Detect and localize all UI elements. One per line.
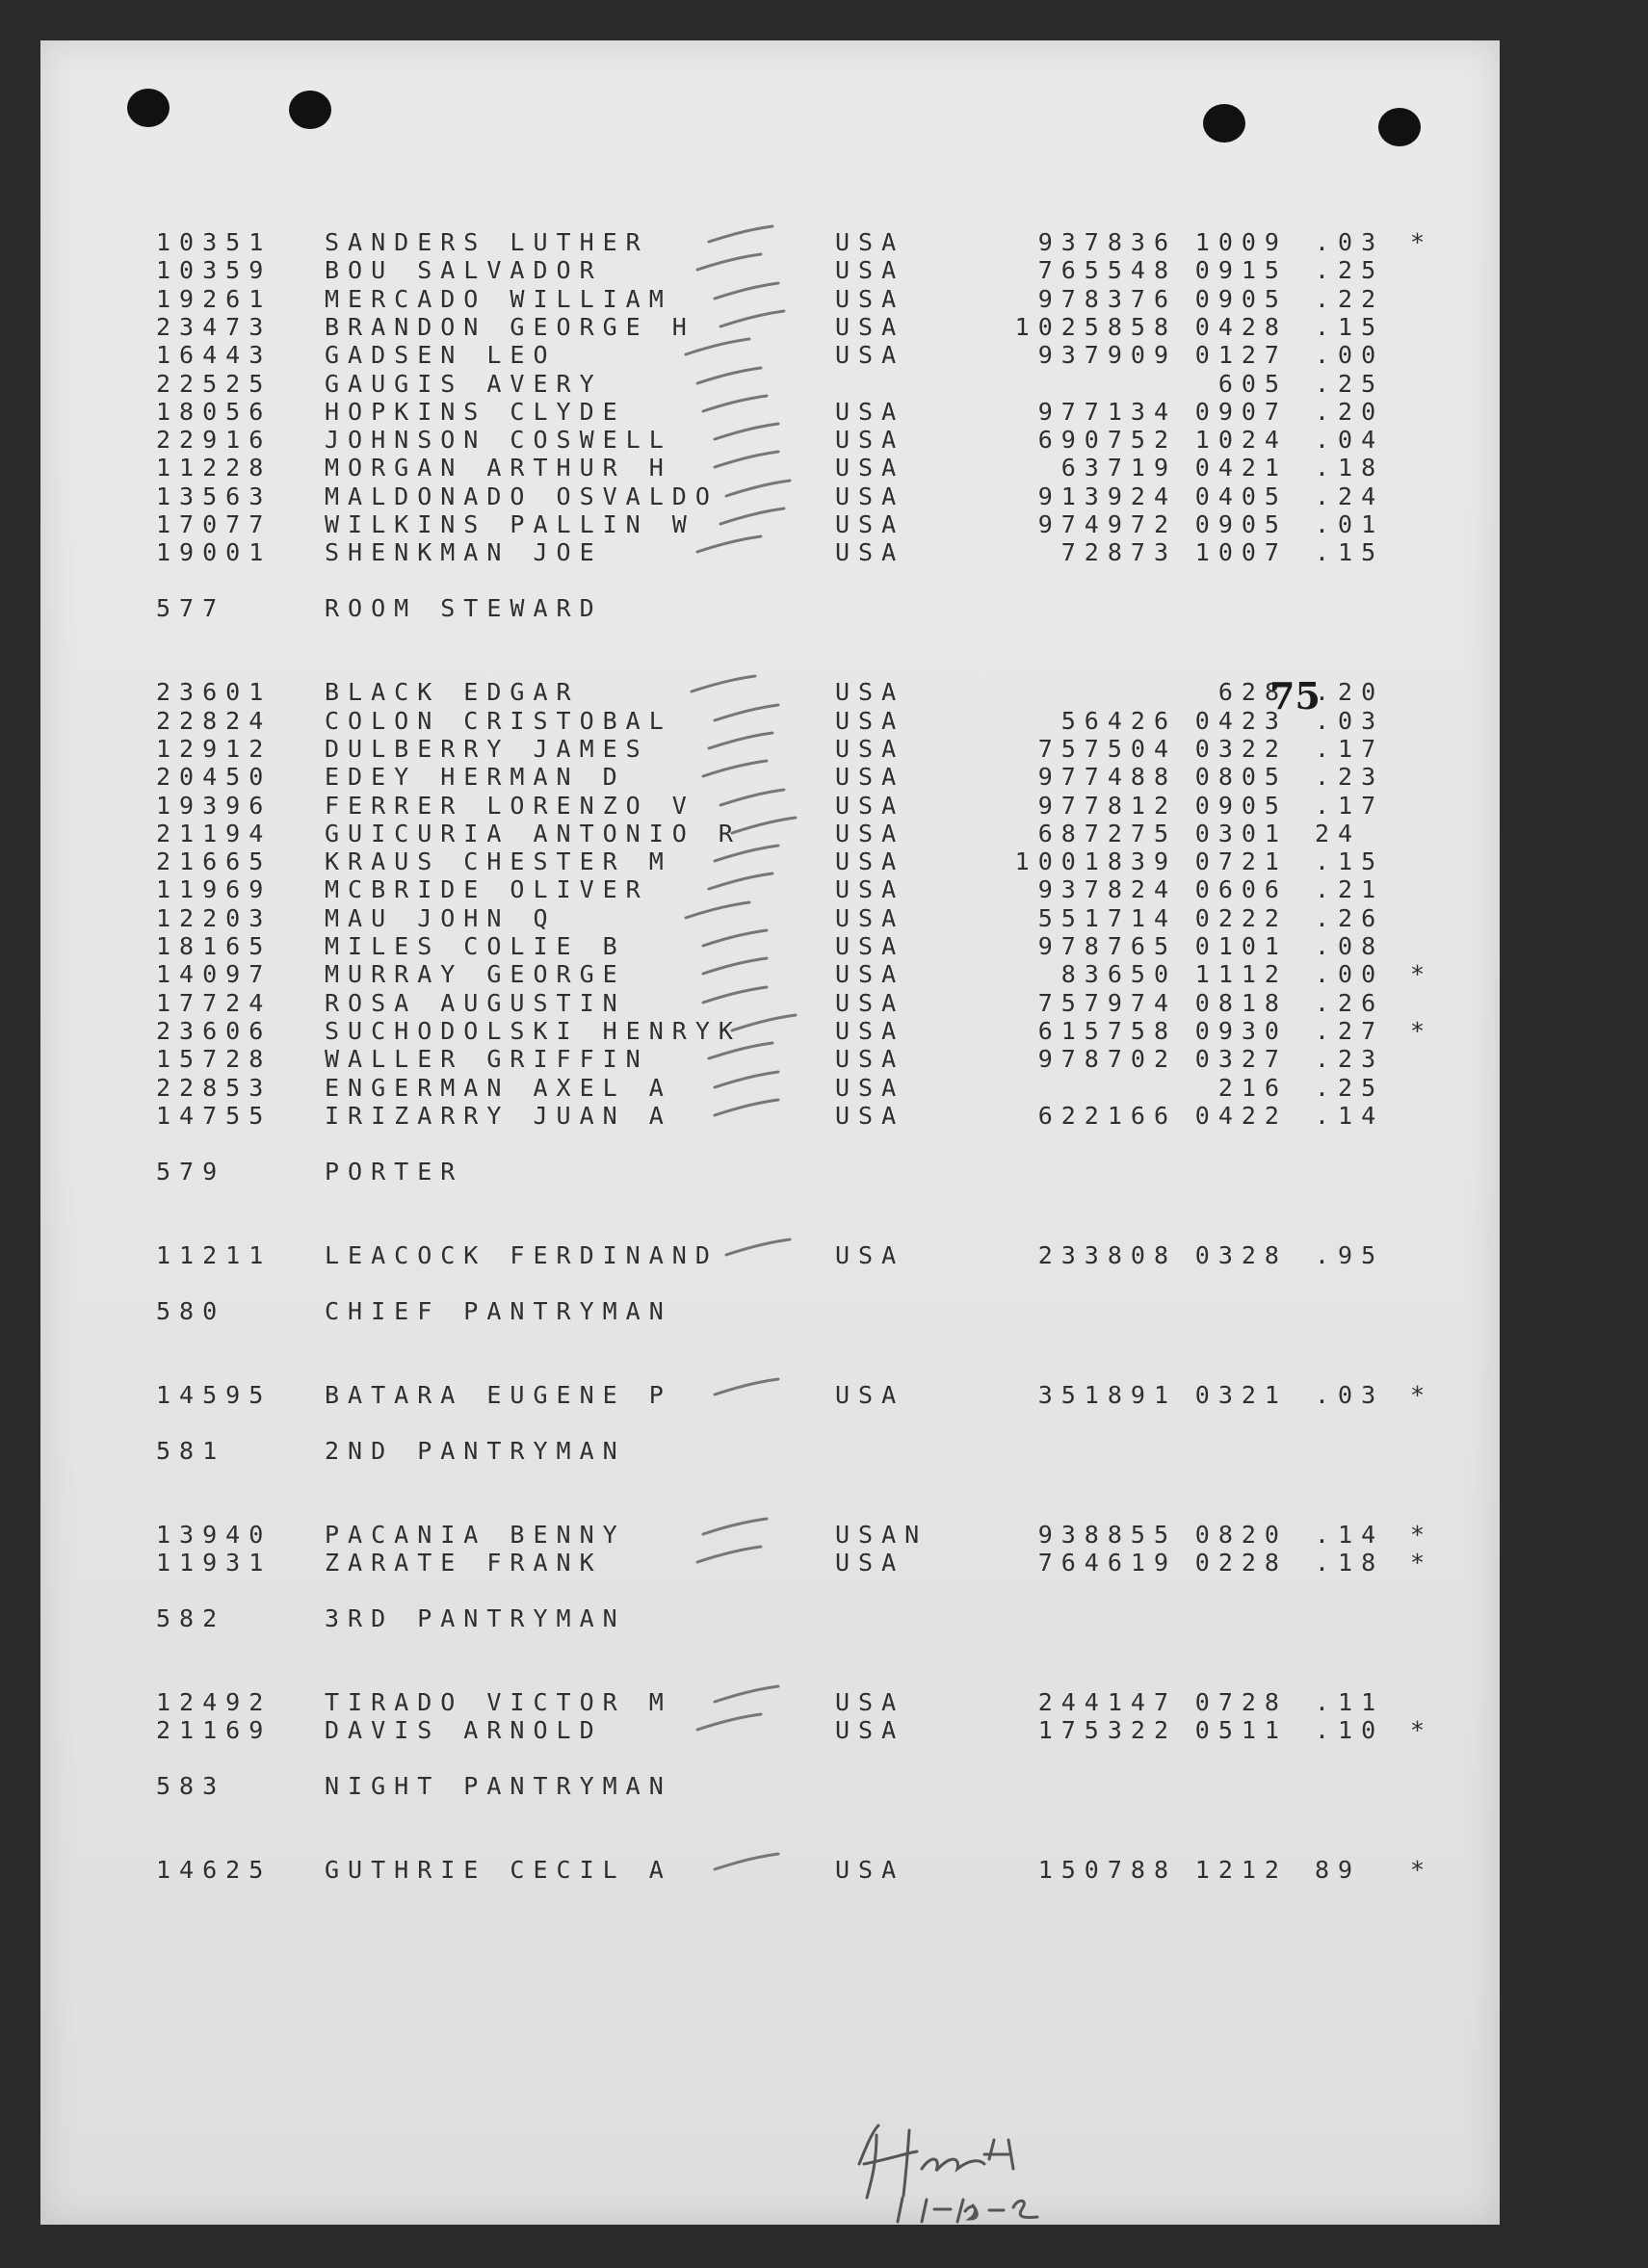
crew-name: BLACK EDGAR <box>325 678 580 707</box>
crew-id: 18056 <box>156 397 273 426</box>
crew-name: BOU SALVADOR <box>325 256 603 285</box>
crew-id: 11228 <box>156 454 273 482</box>
value: .14 <box>1315 1101 1385 1130</box>
value: .18 <box>1315 454 1385 482</box>
document-number: 72873 <box>1060 538 1177 567</box>
crew-id: 10359 <box>156 256 273 285</box>
document-number: 83650 <box>1060 960 1177 989</box>
pencil-check-mark <box>695 1545 763 1566</box>
crew-id: 21169 <box>156 1716 273 1745</box>
crew-name: WILKINS PALLIN W <box>325 510 695 538</box>
document-number: 687275 <box>1037 819 1177 847</box>
pencil-check-mark <box>713 422 780 443</box>
crew-id: 11931 <box>156 1549 273 1577</box>
document-number: 757974 <box>1037 988 1177 1017</box>
value: .25 <box>1315 256 1385 285</box>
page-number-stamp: 75 <box>1269 674 1321 717</box>
document-number: 351891 <box>1037 1380 1177 1409</box>
value: .15 <box>1315 538 1385 567</box>
value: .23 <box>1315 763 1385 792</box>
crew-name: GUICURIA ANTONIO R <box>325 819 742 847</box>
document-number: 937824 <box>1037 875 1177 904</box>
nationality: USA <box>835 932 905 960</box>
value: .08 <box>1315 932 1385 960</box>
pencil-check-mark <box>707 731 774 752</box>
crew-name: LEACOCK FERDINAND <box>325 1240 719 1269</box>
nationality: USA <box>835 678 905 707</box>
pencil-check-mark <box>713 844 780 865</box>
document-number: 244147 <box>1037 1688 1177 1717</box>
value: .10 <box>1315 1716 1385 1745</box>
value: .03 <box>1315 228 1385 256</box>
pencil-check-mark <box>730 816 798 837</box>
crew-name: MILES COLIE B <box>325 932 626 960</box>
nationality: USA <box>835 482 905 510</box>
code: 216 <box>1217 1073 1288 1102</box>
section-code: 581 <box>156 1436 226 1465</box>
crew-id: 23606 <box>156 1016 273 1045</box>
code: 0321 <box>1194 1380 1288 1409</box>
nationality: USA <box>835 903 905 932</box>
nationality: USA <box>835 510 905 538</box>
crew-name: DULBERRY JAMES <box>325 734 649 763</box>
crew-name: MCBRIDE OLIVER <box>325 875 649 904</box>
section-title: 3RD PANTRYMAN <box>325 1604 626 1633</box>
nationality: USA <box>835 847 905 876</box>
nationality: USA <box>835 1016 905 1045</box>
nationality: USA <box>835 228 905 256</box>
nationality: USA <box>835 763 905 792</box>
crew-name: IRIZARRY JUAN A <box>325 1101 672 1130</box>
value: .22 <box>1315 284 1385 313</box>
value: 24 <box>1315 819 1362 847</box>
crew-name: COLON CRISTOBAL <box>325 706 672 735</box>
section-code: 580 <box>156 1296 226 1325</box>
section-code: 583 <box>156 1772 226 1801</box>
pencil-check-mark <box>713 1684 780 1706</box>
crew-id: 11211 <box>156 1240 273 1269</box>
code: 0820 <box>1194 1520 1288 1549</box>
document-page <box>40 40 1500 2225</box>
crew-id: 22853 <box>156 1073 273 1102</box>
crew-id: 23473 <box>156 312 273 341</box>
value: 89 <box>1315 1856 1362 1885</box>
document-number: 175322 <box>1037 1716 1177 1745</box>
asterisk-mark: * <box>1410 1380 1434 1409</box>
code: 0915 <box>1194 256 1288 285</box>
crew-id: 12912 <box>156 734 273 763</box>
value: .01 <box>1315 510 1385 538</box>
section-title: ROOM STEWARD <box>325 594 603 623</box>
crew-id: 12492 <box>156 1688 273 1717</box>
crew-id: 22916 <box>156 426 273 455</box>
nationality: USA <box>835 819 905 847</box>
document-number: 977488 <box>1037 763 1177 792</box>
nationality: USA <box>835 960 905 989</box>
nationality: USA <box>835 1380 905 1409</box>
value: .21 <box>1315 875 1385 904</box>
value: .00 <box>1315 341 1385 370</box>
crew-id: 17724 <box>156 988 273 1017</box>
punch-hole <box>1378 108 1421 146</box>
value: .00 <box>1315 960 1385 989</box>
crew-name: KRAUS CHESTER M <box>325 847 672 876</box>
document-number: 978376 <box>1037 284 1177 313</box>
document-number: 764619 <box>1037 1549 1177 1577</box>
value: .17 <box>1315 791 1385 820</box>
document-number: 978765 <box>1037 932 1177 960</box>
value: .03 <box>1315 1380 1385 1409</box>
value: .25 <box>1315 1073 1385 1102</box>
section-title: 2ND PANTRYMAN <box>325 1436 626 1465</box>
value: .25 <box>1315 369 1385 398</box>
crew-name: SUCHODOLSKI HENRYK <box>325 1016 742 1045</box>
value: .17 <box>1315 734 1385 763</box>
nationality: USA <box>835 426 905 455</box>
pencil-check-mark <box>713 1098 780 1119</box>
nationality: USA <box>835 284 905 313</box>
code: 1024 <box>1194 426 1288 455</box>
section-code: 579 <box>156 1157 226 1186</box>
code: 0423 <box>1194 706 1288 735</box>
pencil-check-mark <box>701 1517 769 1538</box>
code: 0228 <box>1194 1549 1288 1577</box>
document-number: 974972 <box>1037 510 1177 538</box>
code: 0905 <box>1194 510 1288 538</box>
value: .20 <box>1315 678 1385 707</box>
pencil-check-mark <box>701 956 769 978</box>
crew-id: 13563 <box>156 482 273 510</box>
asterisk-mark: * <box>1410 1549 1434 1577</box>
nationality: USA <box>835 875 905 904</box>
crew-id: 15728 <box>156 1045 273 1074</box>
code: 0421 <box>1194 454 1288 482</box>
pencil-check-mark <box>701 394 769 415</box>
pencil-check-mark <box>713 703 780 724</box>
crew-name: HOPKINS CLYDE <box>325 397 626 426</box>
document-number: 150788 <box>1037 1856 1177 1885</box>
asterisk-mark: * <box>1410 228 1434 256</box>
nationality: USA <box>835 988 905 1017</box>
pencil-check-mark <box>707 872 774 893</box>
crew-name: DAVIS ARNOLD <box>325 1716 603 1745</box>
crew-name: MALDONADO OSVALDO <box>325 482 719 510</box>
pencil-check-mark <box>707 224 774 246</box>
code: 0511 <box>1194 1716 1288 1745</box>
pencil-check-mark <box>713 1377 780 1398</box>
nationality: USA <box>835 1045 905 1074</box>
punch-hole <box>127 89 170 127</box>
crew-name: SHENKMAN JOE <box>325 538 603 567</box>
crew-id: 14625 <box>156 1856 273 1885</box>
document-number: 63719 <box>1060 454 1177 482</box>
nationality: USA <box>835 1549 905 1577</box>
document-number: 551714 <box>1037 903 1177 932</box>
document-number: 757504 <box>1037 734 1177 763</box>
asterisk-mark: * <box>1410 1016 1434 1045</box>
pencil-check-mark <box>701 759 769 780</box>
crew-id: 21194 <box>156 819 273 847</box>
value: .11 <box>1315 1688 1385 1717</box>
crew-name: WALLER GRIFFIN <box>325 1045 649 1074</box>
code: 0405 <box>1194 482 1288 510</box>
value: .15 <box>1315 847 1385 876</box>
nationality: USA <box>835 397 905 426</box>
value: .14 <box>1315 1520 1385 1549</box>
nationality: USA <box>835 1688 905 1717</box>
pencil-check-mark <box>684 337 751 358</box>
code: 0805 <box>1194 763 1288 792</box>
code: 0728 <box>1194 1688 1288 1717</box>
crew-name: MAU JOHN Q <box>325 903 557 932</box>
crew-id: 16443 <box>156 341 273 370</box>
crew-name: MURRAY GEORGE <box>325 960 626 989</box>
nationality: USA <box>835 1101 905 1130</box>
asterisk-mark: * <box>1410 1856 1434 1885</box>
pencil-check-mark <box>724 1238 792 1259</box>
document-number: 977134 <box>1037 397 1177 426</box>
value: .26 <box>1315 903 1385 932</box>
nationality: USA <box>835 791 905 820</box>
value: .03 <box>1315 706 1385 735</box>
crew-name: TIRADO VICTOR M <box>325 1688 672 1717</box>
code: 605 <box>1217 369 1288 398</box>
pencil-check-mark <box>695 366 763 387</box>
crew-name: PACANIA BENNY <box>325 1520 626 1549</box>
crew-id: 19396 <box>156 791 273 820</box>
crew-name: GADSEN LEO <box>325 341 557 370</box>
crew-id: 20450 <box>156 763 273 792</box>
crew-id: 22525 <box>156 369 273 398</box>
pencil-check-mark <box>701 985 769 1006</box>
asterisk-mark: * <box>1410 960 1434 989</box>
pencil-check-mark <box>719 309 786 330</box>
section-title: CHIEF PANTRYMAN <box>325 1296 672 1325</box>
code: 0328 <box>1194 1240 1288 1269</box>
nationality: USA <box>835 734 905 763</box>
asterisk-mark: * <box>1410 1716 1434 1745</box>
section-code: 582 <box>156 1604 226 1633</box>
nationality: USAN <box>835 1520 929 1549</box>
pencil-check-mark <box>713 1852 780 1873</box>
nationality: USA <box>835 1716 905 1745</box>
crew-name: JOHNSON COSWELL <box>325 426 672 455</box>
code: 1212 <box>1194 1856 1288 1885</box>
document-number: 937836 <box>1037 228 1177 256</box>
value: .24 <box>1315 482 1385 510</box>
code: 1009 <box>1194 228 1288 256</box>
code: 0606 <box>1194 875 1288 904</box>
code: 1007 <box>1194 538 1288 567</box>
crew-name: BATARA EUGENE P <box>325 1380 672 1409</box>
value: .18 <box>1315 1549 1385 1577</box>
code: 0905 <box>1194 284 1288 313</box>
crew-name: GUTHRIE CECIL A <box>325 1856 672 1885</box>
nationality: USA <box>835 341 905 370</box>
nationality: USA <box>835 538 905 567</box>
code: 0301 <box>1194 819 1288 847</box>
code: 0322 <box>1194 734 1288 763</box>
pencil-check-mark <box>707 1041 774 1062</box>
crew-id: 19001 <box>156 538 273 567</box>
pencil-check-mark <box>713 450 780 471</box>
crew-id: 14595 <box>156 1380 273 1409</box>
nationality: USA <box>835 706 905 735</box>
document-number: 913924 <box>1037 482 1177 510</box>
handwritten-signature <box>850 2111 1138 2230</box>
pencil-check-mark <box>695 1712 763 1734</box>
crew-name: GAUGIS AVERY <box>325 369 603 398</box>
nationality: USA <box>835 1856 905 1885</box>
document-number: 937909 <box>1037 341 1177 370</box>
document-number: 978702 <box>1037 1045 1177 1074</box>
pencil-check-mark <box>684 900 751 922</box>
crew-id: 21665 <box>156 847 273 876</box>
code: 0327 <box>1194 1045 1288 1074</box>
crew-id: 14755 <box>156 1101 273 1130</box>
crew-id: 11969 <box>156 875 273 904</box>
crew-id: 17077 <box>156 510 273 538</box>
punch-hole <box>289 91 331 129</box>
crew-id: 18165 <box>156 932 273 960</box>
code: 0907 <box>1194 397 1288 426</box>
value: .04 <box>1315 426 1385 455</box>
crew-name: SANDERS LUTHER <box>325 228 649 256</box>
document-number: 56426 <box>1060 706 1177 735</box>
crew-name: ZARATE FRANK <box>325 1549 603 1577</box>
pencil-check-mark <box>719 788 786 809</box>
code: 0930 <box>1194 1016 1288 1045</box>
code: 0428 <box>1194 312 1288 341</box>
pencil-check-mark <box>690 674 757 695</box>
code: 0818 <box>1194 988 1288 1017</box>
crew-name: MORGAN ARTHUR H <box>325 454 672 482</box>
crew-name: ENGERMAN AXEL A <box>325 1073 672 1102</box>
pencil-check-mark <box>695 252 763 274</box>
crew-name: ROSA AUGUSTIN <box>325 988 626 1017</box>
section-title: PORTER <box>325 1157 464 1186</box>
nationality: USA <box>835 256 905 285</box>
pencil-check-mark <box>719 507 786 528</box>
value: .15 <box>1315 312 1385 341</box>
value: .26 <box>1315 988 1385 1017</box>
document-number: 615758 <box>1037 1016 1177 1045</box>
document-number: 765548 <box>1037 256 1177 285</box>
code: 0422 <box>1194 1101 1288 1130</box>
code: 0905 <box>1194 791 1288 820</box>
code: 0127 <box>1194 341 1288 370</box>
crew-id: 13940 <box>156 1520 273 1549</box>
crew-id: 19261 <box>156 284 273 313</box>
pencil-check-mark <box>730 1013 798 1034</box>
crew-id: 23601 <box>156 678 273 707</box>
asterisk-mark: * <box>1410 1520 1434 1549</box>
code: 0222 <box>1194 903 1288 932</box>
crew-id: 10351 <box>156 228 273 256</box>
value: .27 <box>1315 1016 1385 1045</box>
pencil-check-mark <box>713 281 780 302</box>
nationality: USA <box>835 1240 905 1269</box>
document-number: 1025858 <box>1014 312 1177 341</box>
section-title: NIGHT PANTRYMAN <box>325 1772 672 1801</box>
document-number: 1001839 <box>1014 847 1177 876</box>
document-number: 622166 <box>1037 1101 1177 1130</box>
value: .20 <box>1315 397 1385 426</box>
crew-name: EDEY HERMAN D <box>325 763 626 792</box>
nationality: USA <box>835 312 905 341</box>
code: 0721 <box>1194 847 1288 876</box>
document-number: 938855 <box>1037 1520 1177 1549</box>
document-number: 977812 <box>1037 791 1177 820</box>
pencil-check-mark <box>724 479 792 500</box>
value: .95 <box>1315 1240 1385 1269</box>
crew-id: 14097 <box>156 960 273 989</box>
nationality: USA <box>835 454 905 482</box>
code: 1112 <box>1194 960 1288 989</box>
document-number: 690752 <box>1037 426 1177 455</box>
value: .23 <box>1315 1045 1385 1074</box>
crew-name: MERCADO WILLIAM <box>325 284 672 313</box>
code: 628 <box>1217 678 1288 707</box>
section-code: 577 <box>156 594 226 623</box>
document-number: 233808 <box>1037 1240 1177 1269</box>
crew-name: FERRER LORENZO V <box>325 791 695 820</box>
pencil-check-mark <box>713 1070 780 1091</box>
punch-hole <box>1203 104 1245 143</box>
crew-id: 22824 <box>156 706 273 735</box>
crew-id: 12203 <box>156 903 273 932</box>
pencil-check-mark <box>701 928 769 950</box>
nationality: USA <box>835 1073 905 1102</box>
code: 0101 <box>1194 932 1288 960</box>
crew-name: BRANDON GEORGE H <box>325 312 695 341</box>
pencil-check-mark <box>695 534 763 556</box>
